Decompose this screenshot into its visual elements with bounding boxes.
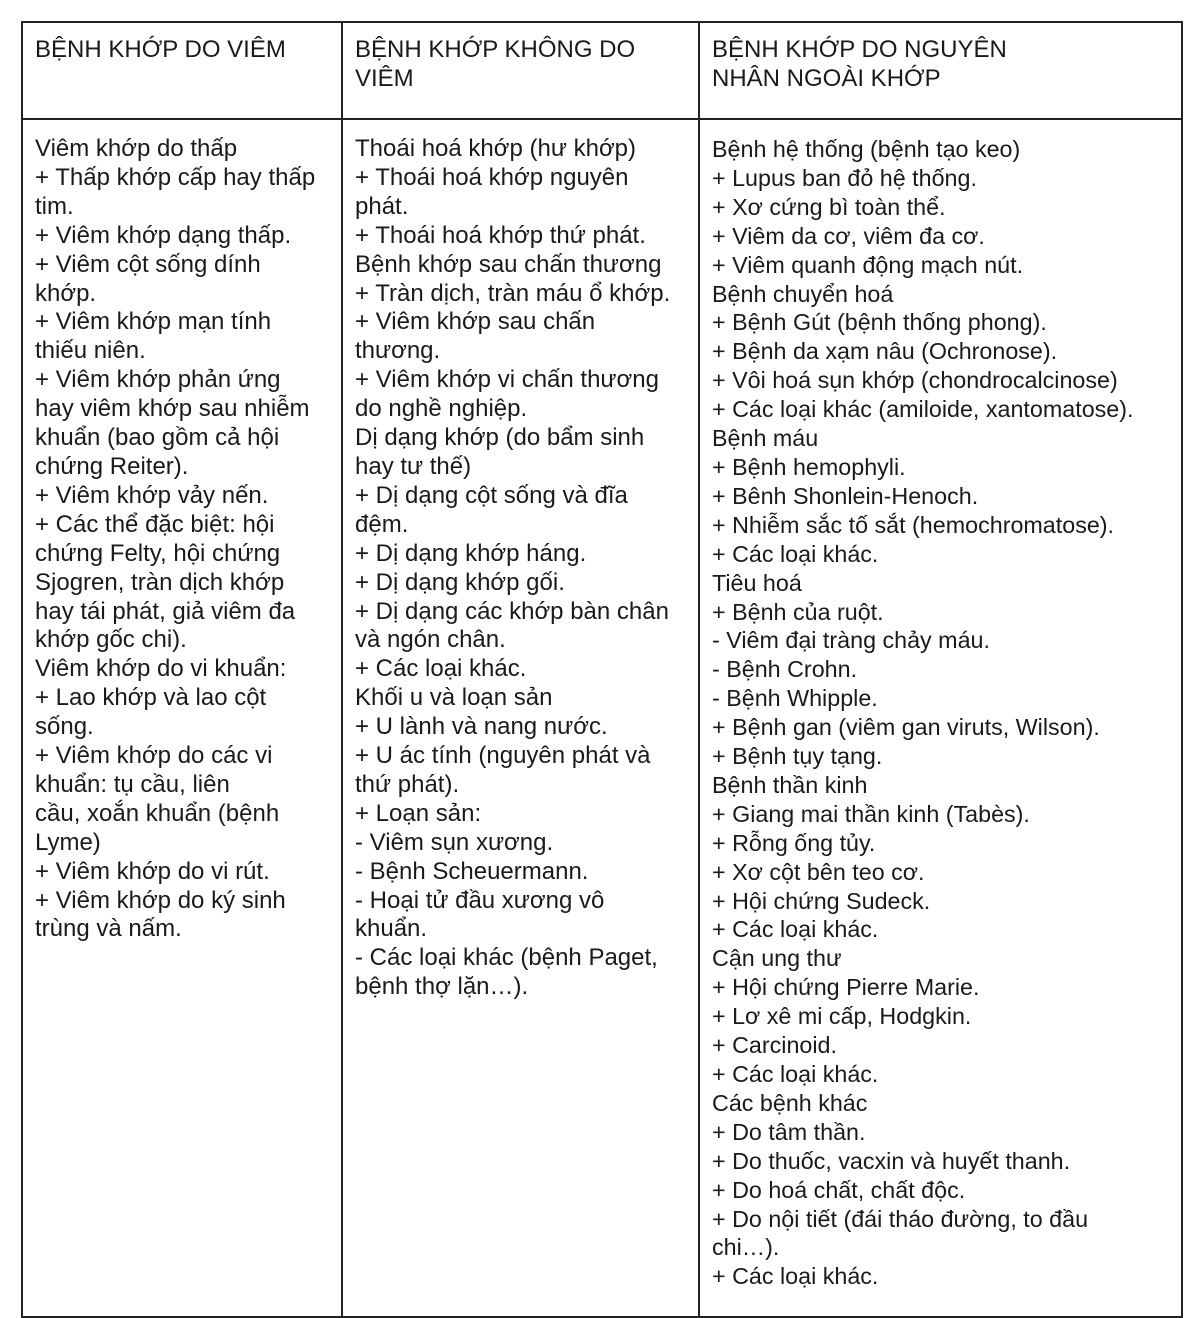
list-item: - Bệnh Scheuermann. [355, 857, 589, 885]
classification-table [21, 21, 1183, 1318]
list-item: + Viêm khớp do vi rút. [35, 857, 270, 885]
list-item: + Các loại khác. [712, 916, 879, 943]
list-item: + Xơ cứng bì toàn thể. [712, 193, 946, 220]
list-item: - Bệnh Crohn. [712, 656, 858, 683]
list-item: Bệnh hệ thống (bệnh tạo keo) [712, 136, 1021, 162]
list-item: + Thoái hoá khớp nguyên [355, 163, 629, 191]
list-item: + Bênh Shonlein-Henoch. [712, 482, 979, 509]
list-item: sống. [35, 713, 94, 741]
list-item: + Bệnh Gút (bệnh thống phong). [712, 309, 1047, 336]
header-line: BỆNH KHỚP KHÔNG DO [355, 36, 636, 63]
list-item: + Do nội tiết (đái tháo đường, to đầu [712, 1205, 1089, 1232]
list-item: + Nhiễm sắc tố sắt (hemochromatose). [712, 511, 1115, 538]
list-item: + Tràn dịch, tràn máu ổ khớp. [355, 279, 671, 307]
header-line: NHÂN NGOÀI KHỚP [712, 64, 941, 92]
list-item: + Viêm khớp mạn tính [35, 308, 272, 336]
list-item: + Do tâm thần. [712, 1118, 866, 1145]
list-item: Thoái hoá khớp (hư khớp) [355, 135, 637, 162]
list-item: + U ác tính (nguyên phát và [355, 742, 651, 770]
header-non-inflammatory [342, 22, 699, 119]
list-item: + Thoái hoá khớp thứ phát. [355, 221, 646, 249]
list-item: + Hội chứng Pierre Marie. [712, 974, 980, 1001]
list-item: Cận ung thư [712, 945, 842, 972]
list-item: + Carcinoid. [712, 1032, 837, 1059]
header-inflammatory [22, 22, 342, 119]
list-item: + Xơ cột bên teo cơ. [712, 858, 925, 885]
list-item: khớp gốc chi). [35, 626, 187, 654]
list-item: chi…). [712, 1234, 780, 1261]
list-item: + Bệnh da xạm nâu (Ochronose). [712, 338, 1058, 365]
list-item: + Viêm khớp do các vi [35, 742, 273, 770]
list-item: + Các loại khác. [712, 1061, 879, 1087]
header-extra-articular [699, 22, 1182, 119]
header-line: BỆNH KHỚP DO VIÊM [35, 36, 286, 63]
list-item: + Các loại khác. [355, 655, 527, 683]
list-item: Dị dạng khớp (do bẩm sinh [355, 424, 645, 452]
list-item: + Loạn sản: [355, 799, 482, 827]
column-non-inflammatory [342, 119, 699, 1317]
list-item: + Do hoá chất, chất độc. [712, 1176, 966, 1203]
content-row [22, 119, 1182, 1317]
column-extra-articular [699, 119, 1182, 1317]
list-item: + Lao khớp và lao cột [35, 684, 267, 712]
list-item: bệnh thợ lặn…). [355, 973, 529, 1001]
list-item: + Do thuốc, vacxin và huyết thanh. [712, 1147, 1071, 1174]
list-item: do nghề nghiệp. [355, 395, 528, 423]
list-item: + Dị dạng khớp gối. [355, 568, 565, 596]
list-item: khuẩn. [355, 915, 428, 943]
list-item: + Viêm khớp sau chấn [355, 308, 596, 336]
list-item: và ngón chân. [355, 626, 506, 654]
list-item: cầu, xoắn khuẩn (bệnh [35, 799, 280, 827]
list-item: Tiêu hoá [712, 569, 802, 596]
list-item: đệm. [355, 510, 409, 538]
list-item: chứng Reiter). [35, 452, 189, 480]
list-item: thiếu niên. [35, 337, 146, 365]
list-item: + Dị dạng cột sống và đĩa [355, 481, 628, 509]
list-item: + Các loại khác. [712, 1263, 879, 1290]
list-item: + Viêm khớp do ký sinh [35, 886, 286, 914]
list-item: Bệnh khớp sau chấn thương [355, 250, 662, 278]
list-item: + Các loại khác (amiloide, xantomatose). [712, 396, 1134, 423]
list-item: - Hoại tử đầu xương vô [355, 886, 605, 914]
list-item: - Bệnh Whipple. [712, 685, 878, 712]
list-item: thương. [355, 337, 441, 365]
list-item: + U lành và nang nước. [355, 713, 608, 741]
list-item: + Lupus ban đỏ hệ thống. [712, 164, 977, 191]
list-item: + Viêm khớp vi chấn thương [355, 366, 659, 394]
list-item: khớp. [35, 279, 97, 307]
header-row [22, 22, 1182, 119]
list-item: - Các loại khác (bệnh Paget, [355, 944, 658, 972]
list-item: + Thấp khớp cấp hay thấp [35, 163, 316, 191]
header-line: VIÊM [355, 64, 414, 92]
list-item: + Các thể đặc biệt: hội [35, 510, 275, 538]
list-item: + Viêm khớp phản ứng [35, 366, 281, 394]
list-item: + Viêm quanh động mạch nút. [712, 251, 1024, 278]
list-item: + Bệnh của ruột. [712, 598, 884, 625]
list-item: + Viêm khớp dạng thấp. [35, 221, 292, 249]
list-item: phát. [355, 192, 409, 220]
list-item: Khối u và loạn sản [355, 684, 553, 712]
list-item: chứng Felty, hội chứng [35, 539, 281, 567]
list-item: Sjogren, tràn dịch khớp [35, 568, 285, 596]
list-item: Lyme) [35, 828, 101, 856]
list-item: + Giang mai thần kinh (Tabès). [712, 800, 1030, 827]
list-item: hay tái phát, giả viêm đa [35, 597, 296, 625]
list-item: Bệnh thần kinh [712, 771, 868, 798]
list-item: Bệnh chuyển hoá [712, 280, 894, 307]
list-item: + Bệnh gan (viêm gan viruts, Wilson). [712, 714, 1100, 741]
list-item: Viêm khớp do vi khuẩn: [35, 655, 287, 683]
list-item: + Viêm khớp vảy nến. [35, 481, 269, 509]
list-item: + Hội chứng Sudeck. [712, 887, 931, 914]
list-item: khuẩn: tụ cầu, liên [35, 770, 230, 798]
list-item: trùng và nấm. [35, 915, 182, 943]
list-item: + Viêm cột sống dính [35, 250, 261, 278]
list-item: hay tư thế) [355, 452, 472, 480]
list-item: Viêm khớp do thấp [35, 135, 238, 162]
list-item: + Viêm da cơ, viêm đa cơ. [712, 222, 985, 249]
list-item: Các bệnh khác [712, 1089, 868, 1116]
list-item: + Lơ xê mi cấp, Hodgkin. [712, 1003, 972, 1030]
header-line: BỆNH KHỚP DO NGUYÊN [712, 36, 1007, 63]
list-item: tim. [35, 192, 74, 220]
list-item: + Vôi hoá sụn khớp (chondrocalcinose) [712, 367, 1118, 394]
list-item: + Dị dạng các khớp bàn chân [355, 597, 669, 625]
list-item: + Rỗng ống tủy. [712, 829, 876, 856]
list-item: hay viêm khớp sau nhiễm [35, 395, 310, 423]
list-item: + Dị dạng khớp háng. [355, 539, 587, 567]
list-item: thứ phát). [355, 770, 460, 798]
column-inflammatory [22, 119, 342, 1317]
list-item: - Viêm sụn xương. [355, 828, 554, 856]
list-item: + Bệnh hemophyli. [712, 453, 906, 480]
list-item: + Các loại khác. [712, 540, 879, 567]
list-item: Bệnh máu [712, 425, 819, 452]
list-item: - Viêm đại tràng chảy máu. [712, 627, 990, 654]
list-item: + Bệnh tụy tạng. [712, 743, 883, 770]
list-item: khuẩn (bao gồm cả hội [35, 424, 280, 452]
